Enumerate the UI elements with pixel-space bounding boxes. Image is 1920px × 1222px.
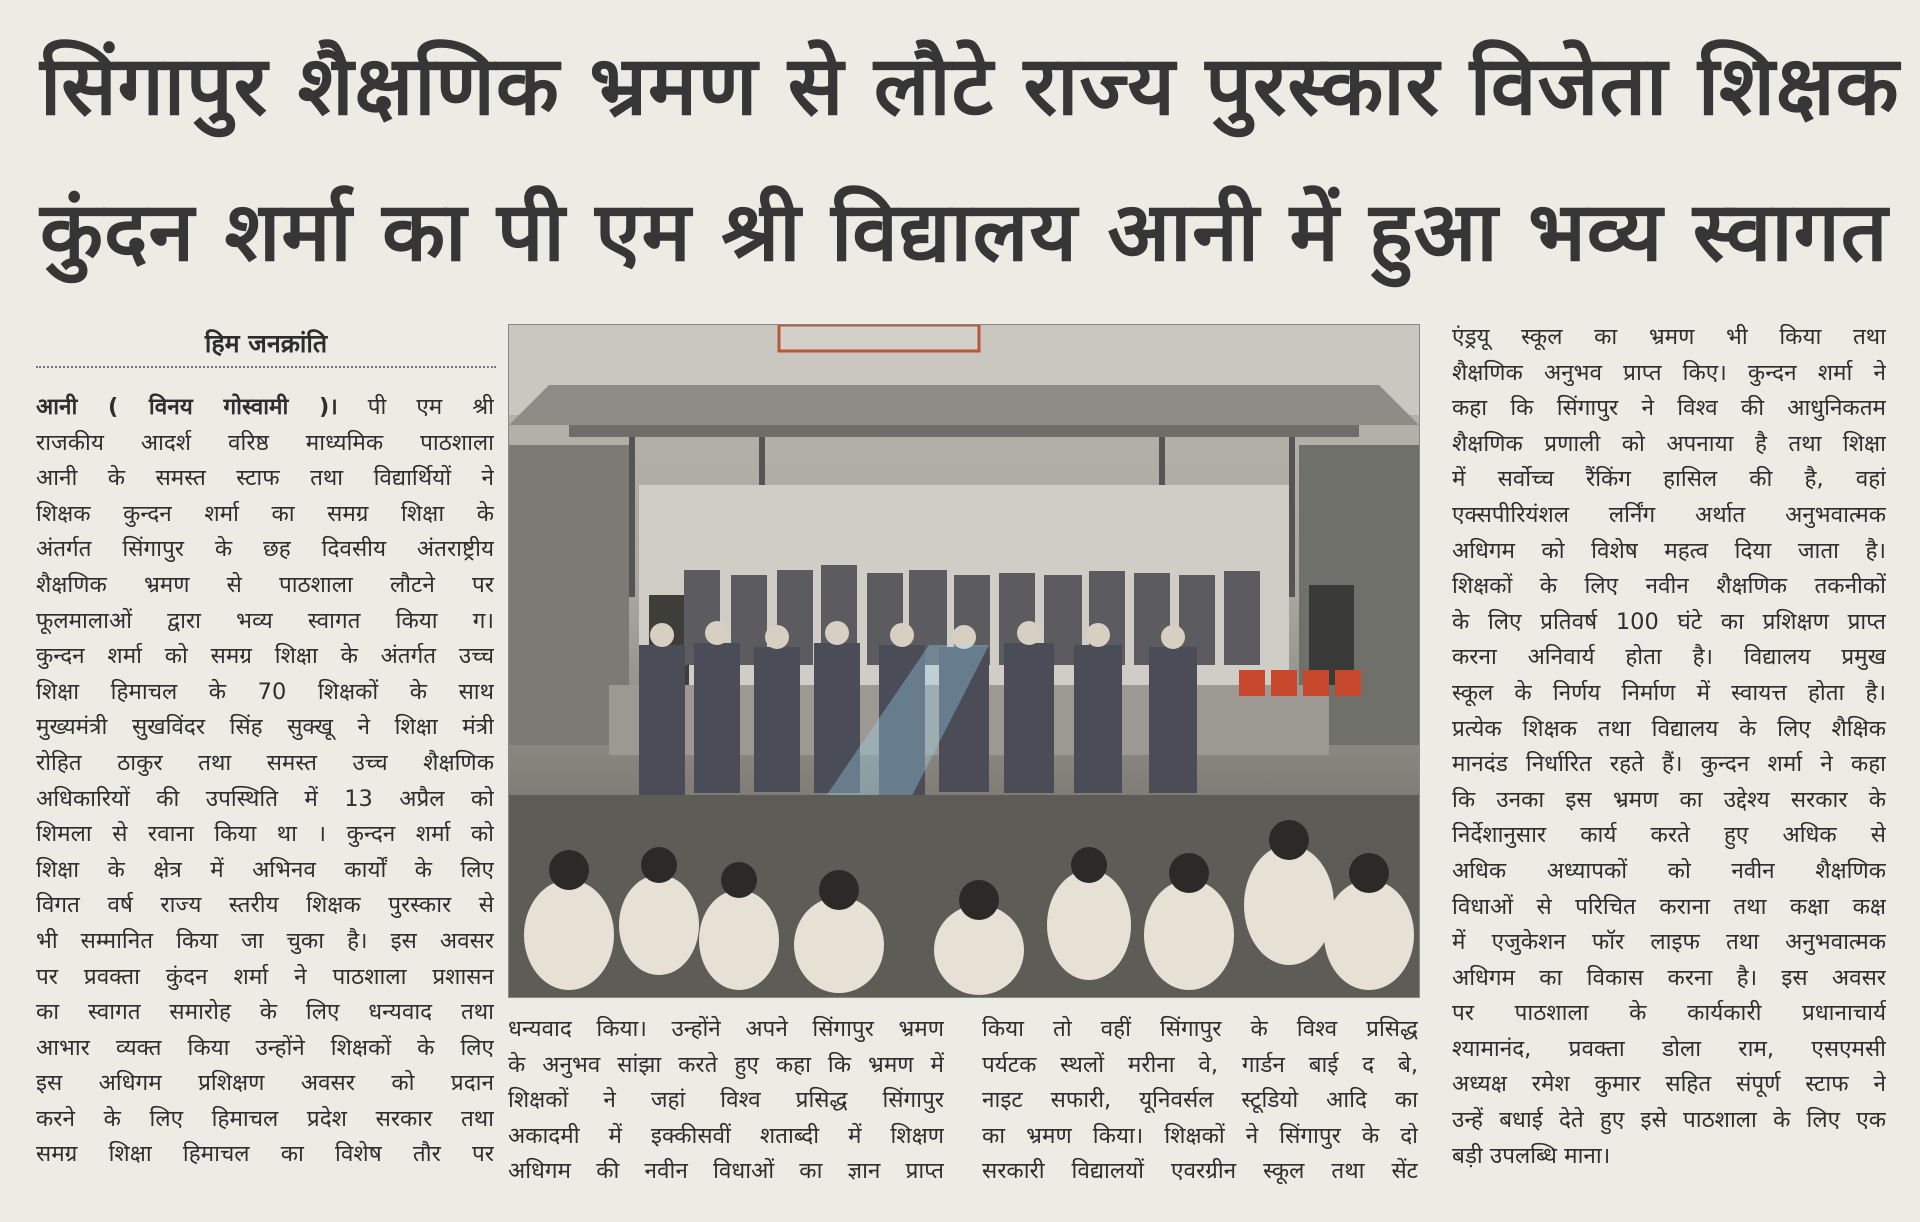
roof (509, 385, 1419, 425)
column-line: अधिकारियों की उपस्थिति में 13 अप्रैल को (36, 785, 494, 812)
column-line: कुन्दन शर्मा को समग्र शिक्षा के अंतर्गत उच्च (36, 643, 494, 670)
column-line: शिमला से रवाना किया था । कुन्दन शर्मा को (36, 821, 494, 848)
article-column-2 (508, 1012, 944, 1202)
column-line: नाइट सफारी, यूनिवर्सल स्टूडियो आदि का (982, 1087, 1418, 1114)
article-column-3 (982, 1012, 1418, 1202)
column-line: करने के लिए हिमाचल प्रदेश सरकार तथा (36, 1105, 494, 1132)
headline-line-1: सिंगापुर शैक्षणिक भ्रमण से लौटे राज्य पुरस्कार विजेता शिक्षक (40, 39, 1900, 134)
column-line: किया तो वहीं सिंगापुर के विश्व प्रसिद्ध (982, 1016, 1418, 1042)
column-line: फूलमालाओं द्वारा भव्य स्वागत किया ग। (36, 607, 494, 634)
column-line: का स्वागत समारोह के लिए धन्यवाद तथा (36, 999, 494, 1026)
column-line: समग्र शिक्षा हिमाचल का विशेष तौर पर (36, 1141, 494, 1168)
column-line: शिक्षा हिमाचल के 70 शिक्षकों के साथ (36, 678, 494, 705)
column-line: मानदंड निर्धारित रहते हैं। कुन्दन शर्मा ने कहा (1452, 751, 1886, 778)
column-line: स्कूल के निर्णय निर्माण में स्वायत्त होता है। (1452, 679, 1886, 706)
column-line: राजकीय आदर्श वरिष्ठ माध्यमिक पाठशाला (36, 429, 494, 456)
column-line: अंतर्गत सिंगापुर के छह दिवसीय अंतराष्ट्रीय (36, 536, 494, 563)
column-line: के अनुभव सांझा करते हुए कहा कि भ्रमण में (508, 1051, 944, 1078)
column-line: श्यामानंद, प्रवक्ता डोला राम, एसएमसी (1452, 1035, 1886, 1062)
group-photo (508, 324, 1420, 998)
column-line: इस अधिगम प्रशिक्षण अवसर को प्रदान (36, 1070, 494, 1097)
group-photo-illustration (509, 325, 1419, 997)
column-line: पर पाठशाला के कार्यकारी प्रधानाचार्य (1452, 1000, 1886, 1027)
column-line: विधाओं से परिचित कराना तथा कक्षा कक्ष (1452, 893, 1886, 920)
beam (569, 425, 1359, 437)
column-line: मुख्यमंत्री सुखविंदर सिंह सुक्खू ने शिक्षा मंत्री (36, 714, 494, 741)
column-line: शिक्षकों ने जहां विश्व प्रसिद्ध सिंगापुर (508, 1087, 944, 1114)
column-line: शिक्षकों के लिए नवीन शैक्षणिक तकनीकों (1452, 573, 1886, 600)
column-line: निर्देशानुसार कार्य करते हुए अधिक से (1452, 822, 1886, 849)
column-line: भी सम्मानित किया जा चुका है। इस अवसर (36, 927, 494, 954)
column-line: कहा कि सिंगापुर ने विश्व की आधुनिकतम (1452, 395, 1886, 422)
column-line: उन्हें बधाई देते हुए इसे पाठशाला के लिए एक (1452, 1107, 1886, 1134)
column-line: एक्सपीरियंशल लर्निंग अर्थात अनुभवात्मक (1452, 501, 1886, 528)
dateline: आनी ( विनय गोस्वामी )। (36, 394, 338, 420)
column-line: शैक्षणिक अनुभव प्राप्त किए। कुन्दन शर्मा ने (1452, 359, 1886, 386)
column-line: बड़ी उपलब्धि माना। (1452, 1142, 1611, 1169)
column-line: में सर्वोच्च रैंकिंग हासिल की है, वहां (1452, 466, 1886, 493)
column-line: विगत वर्ष राज्य स्तरीय शिक्षक पुरस्कार से (36, 892, 494, 919)
column-line: अकादमी में इक्कीसवीं शताब्दी में शिक्षण (508, 1122, 944, 1149)
column-line: शिक्षक कुन्दन शर्मा का समग्र शिक्षा के (36, 500, 494, 527)
article-column-4 (1452, 320, 1886, 1200)
banner (779, 325, 979, 351)
column-line: अधिगम की नवीन विधाओं का ज्ञान प्राप्त (508, 1158, 944, 1185)
column-line: में एजुकेशन फॉर लाइफ तथा अनुभवात्मक (1452, 929, 1886, 956)
pillar (629, 437, 635, 597)
column-line: अधिगम का विकास करना है। इस अवसर (1452, 964, 1886, 991)
column-line: प्रत्येक शिक्षक तथा विद्यालय के लिए शैक्षिक (1452, 715, 1886, 742)
column-line: शैक्षणिक भ्रमण से पाठशाला लौटने पर (36, 571, 494, 598)
column-line: आभार व्यक्त किया उन्होंने शिक्षकों के लिए (36, 1034, 494, 1061)
column-line: का भ्रमण किया। शिक्षकों ने सिंगापुर के दो (982, 1122, 1418, 1149)
column-line: पर्यटक स्थलों मरीना वे, गार्डन बाई द बे, (982, 1051, 1418, 1078)
column-line: अधिगम को विशेष महत्व दिया जाता है। (1452, 537, 1886, 564)
headline-line-2: कुंदन शर्मा का पी एम श्री विद्यालय आनी में हुआ भव्य स्वागत (40, 185, 1889, 280)
column-line: पर प्रवक्ता कुंदन शर्मा ने पाठशाला प्रशासन (36, 963, 494, 990)
column-line: धन्यवाद किया। उन्होंने अपने सिंगापुर भ्रमण (508, 1016, 944, 1042)
column-line: एंड्रयू स्कूल का भ्रमण भी किया तथा (1452, 324, 1886, 350)
newspaper-source: हिम जनक्रांति (204, 329, 328, 358)
column-line: सरकारी विद्यालयों एवरग्रीन स्कूल तथा सेंट (982, 1158, 1418, 1185)
column-line: अधिक अध्यापकों को नवीन शैक्षणिक (1452, 857, 1886, 884)
column-line: के लिए प्रतिवर्ष 100 घंटे का प्रशिक्षण प्राप्त (1452, 608, 1886, 635)
column-line: शैक्षणिक प्रणाली को अपनाया है तथा शिक्षा (1452, 430, 1886, 457)
dotted-divider (36, 366, 496, 368)
column-line: आनी ( विनय गोस्वामी )। पी एम श्री (36, 394, 494, 420)
pillar (1289, 437, 1295, 597)
column-line: अध्यक्ष रमेश कुमार सहित संपूर्ण स्टाफ ने (1452, 1071, 1886, 1098)
column-line: करना अनिवार्य होता है। विद्यालय प्रमुख (1452, 644, 1886, 671)
column-line: कि उनका इस भ्रमण का उद्देश्य सरकार के (1452, 786, 1886, 813)
column-line: आनी के समस्त स्टाफ तथा विद्यार्थियों ने (36, 465, 494, 492)
column-line: शिक्षा के क्षेत्र में अभिनव कार्यों के लिए (36, 856, 494, 883)
article-column-1 (36, 390, 494, 1200)
column-line: रोहित ठाकुर तथा समस्त उच्च शैक्षणिक (36, 749, 494, 776)
